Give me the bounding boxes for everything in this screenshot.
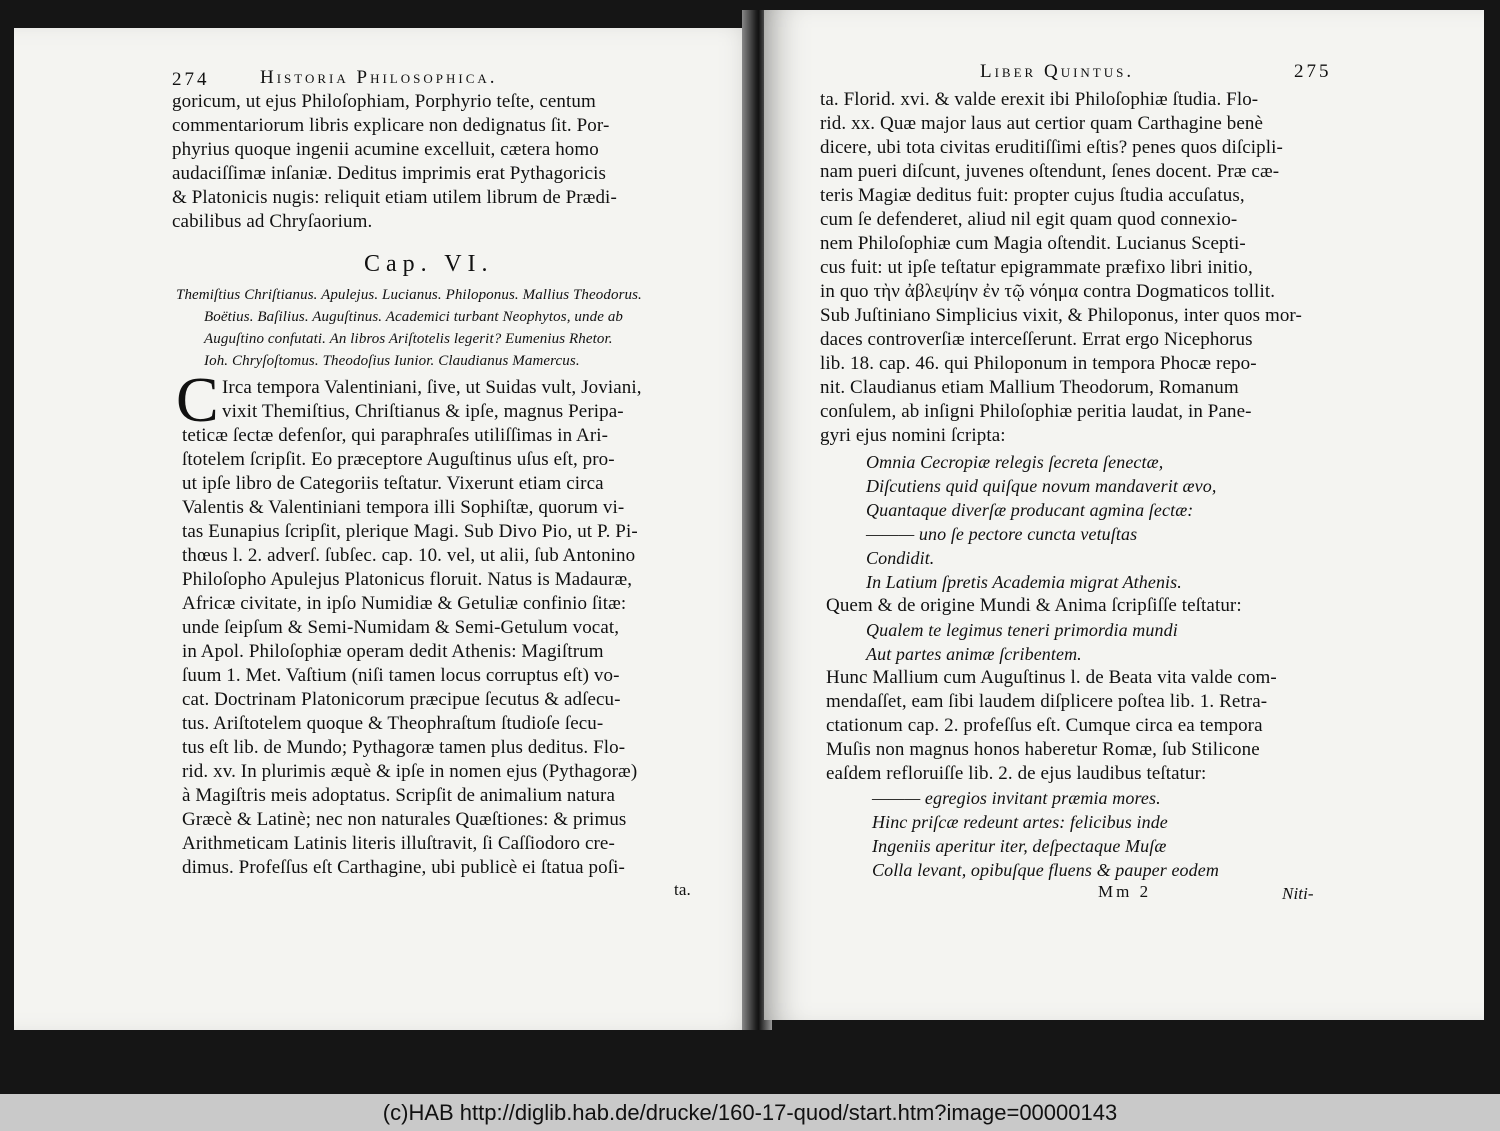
copyright-url-text: (c)HAB http://diglib.hab.de/drucke/160-17-quod/start.htm?image=00000143 (382, 1100, 1118, 1125)
summary-line: Auguſtino confutati. An libros Ariſtotelis legerit? Eumenius Rhetor. (204, 331, 613, 347)
verse-line: ——— egregios invitant præmia mores. (872, 788, 1161, 808)
text-line: teris Magiæ deditus fuit: propter cujus ſtudia accuſatus, (820, 185, 1245, 206)
text-line: Sub Juſtiniano Simplicius vixit, & Philoponus, inter quos mor- (820, 305, 1302, 326)
text-line: commentariorum libris explicare non dedignatus ſit. Por- (172, 115, 610, 136)
verse-line: In Latium ſpretis Academia migrat Athenis. (866, 572, 1182, 592)
text-line: cum ſe defenderet, aliud nil egit quam quod connexio- (820, 209, 1238, 230)
summary-line: Ioh. Chryſoſtomus. Theodoſius Iunior. Claudianus Mamercus. (204, 353, 580, 369)
text-line: nit. Claudianus etiam Mallium Theodorum, Romanum (820, 377, 1239, 398)
text-line: in Apol. Philoſophiæ operam dedit Athenis: Magiſtrum (182, 641, 604, 662)
verse-line: Omnia Cecropiæ relegis ſecreta ſenectæ, (866, 452, 1164, 472)
text-line: Hunc Mallium cum Auguſtinus l. de Beata vita valde com- (826, 667, 1277, 688)
left-catchword: ta. (674, 880, 691, 899)
text-line: rid. xx. Quæ major laus aut certior quam Carthagine benè (820, 113, 1263, 134)
text-line: Græcè & Latinè; nec non naturales Quæſtiones: & primus (182, 809, 627, 830)
text-line: lib. 18. cap. 46. qui Philoponum in tempora Phocæ repo- (820, 353, 1257, 374)
text-line: Muſis non magnus honos haberetur Romæ, ſub Stilicone (826, 739, 1260, 760)
verse-line: Diſcutiens quid quiſque novum mandaverit ævo, (866, 476, 1217, 496)
text-line: audaciſſimæ inſaniæ. Deditus imprimis erat Pythagoricis (172, 163, 606, 184)
text-line: Africæ civitate, in ipſo Numidiæ & Getuliæ confinio ſitæ: (182, 593, 627, 614)
signature-mark: Mm 2 (1098, 882, 1152, 901)
text-line: cus fuit: ut ipſe teſtatur epigrammate præfixo libri initio, (820, 257, 1253, 278)
summary-line: Boëtius. Baſilius. Auguſtinus. Academici turbant Neophytos, unde ab (204, 309, 624, 325)
text-line: vixit Themiſtius, Chriſtianus & ipſe, magnus Peripa- (222, 401, 624, 422)
right-running-title: Liber Quintus. (980, 61, 1135, 82)
text-line: cat. Doctrinam Platonicorum præcipue ſecutus & adſecu- (182, 689, 621, 710)
verse-line: Quantaque diverſæ producant agmina ſectæ: (866, 500, 1194, 520)
text-line: nam pueri diſcunt, juvenes oſtendunt, ſenes docent. Præ cæ- (820, 161, 1280, 182)
text-line: gyri ejus nomini ſcripta: (820, 425, 1006, 446)
text-line: ut ipſe libro de Categoriis teſtatur. Vixerunt etiam circa (182, 473, 604, 494)
left-running-title: Historia Philosophica. (260, 67, 498, 88)
text-line: in quo τὴν ἀβλεψίην ἐν τῷ νόημα contra Dogmaticos tollit. (820, 281, 1276, 302)
text-line: nem Philoſophiæ cum Magia oſtendit. Lucianus Scepti- (820, 233, 1246, 254)
text-line: dimus. Profeſſus eſt Carthagine, ubi publicè ei ſtatua poſi- (182, 857, 625, 878)
text-line: daces controverſiæ interceſſerunt. Errat ergo Nicephorus (820, 329, 1253, 350)
text-line: Quem & de origine Mundi & Anima ſcripſiſſe teſtatur: (826, 595, 1242, 616)
chapter-title: Cap. VI. (364, 251, 494, 277)
copyright-footer (0, 1094, 1500, 1131)
text-line: goricum, ut ejus Philoſophiam, Porphyrio teſte, centum (172, 91, 596, 112)
text-line: ſuum 1. Met. Vaſtium (niſi tamen locus corruptus eſt) vo- (182, 665, 620, 686)
text-line: ctationum cap. 2. profeſſus eſt. Cumque circa ea tempora (826, 715, 1263, 736)
verse-line: ——— uno ſe pectore cuncta vetuſtas (866, 524, 1138, 544)
text-line: ta. Florid. xvi. & valde erexit ibi Philoſophiæ ſtudia. Flo- (820, 89, 1259, 110)
text-line: à Magiſtris meis adoptatus. Scripſit de animalium natura (182, 785, 616, 806)
verse-line: Qualem te legimus teneri primordia mundi (866, 620, 1178, 640)
right-page (764, 10, 1484, 1020)
drop-cap: C (176, 364, 219, 435)
text-line: Valentis & Valentiniani tempora illi Sophiſtæ, quorum vi- (182, 497, 625, 518)
text-line: Irca tempora Valentiniani, ſive, ut Suidas vult, Joviani, (222, 377, 642, 398)
verse-line: Colla levant, opibuſque fluens & pauper eodem (872, 860, 1219, 880)
text-line: tus eſt lib. de Mundo; Pythagoræ tamen plus deditus. Flo- (182, 737, 626, 758)
left-page (14, 28, 766, 1030)
text-line: cabilibus ad Chryſaorium. (172, 211, 373, 232)
right-catchword: Niti- (1282, 884, 1314, 903)
text-line: & Platonicis nugis: reliquit etiam utilem librum de Prædi- (172, 187, 617, 208)
verse-line: Condidit. (866, 548, 935, 568)
text-line: teticæ ſectæ defenſor, qui paraphraſes utiliſſimas in Ari- (182, 425, 609, 446)
text-line: rid. xv. In plurimis æquè & ipſe in nomen ejus (Pythagoræ) (182, 761, 638, 782)
verse-line: Hinc priſcæ redeunt artes: felicibus inde (872, 812, 1168, 832)
text-line: dicere, ubi tota civitas eruditiſſimi eſtis? penes quos diſcipli- (820, 137, 1283, 158)
left-page-number: 274 (172, 69, 210, 90)
text-line: conſulem, ab inſigni Philoſophiæ peritia laudat, in Pane- (820, 401, 1252, 422)
text-line: ſtotelem ſcripſit. Eo præceptore Auguſtinus uſus eſt, pro- (182, 449, 615, 470)
verse-line: Aut partes animæ ſcribentem. (866, 644, 1082, 664)
text-line: tus. Ariſtotelem quoque & Theophraſtum ſtudioſe ſecu- (182, 713, 604, 734)
text-line: eaſdem refloruiſſe lib. 2. de ejus laudibus teſtatur: (826, 763, 1207, 784)
text-line: Arithmeticam Latinis literis illuſtravit, ſi Caſſiodoro cre- (182, 833, 615, 854)
text-line: Philoſopho Apulejus Platonicus floruit. Natus is Madauræ, (182, 569, 633, 590)
text-line: mendaſſet, eam ſibi laudem diſplicere poſtea lib. 1. Retra- (826, 691, 1268, 712)
text-line: thœus l. 2. adverſ. ſubſec. cap. 10. vel, ut alii, ſub Antonino (182, 545, 636, 566)
summary-line: Themiſtius Chriſtianus. Apulejus. Lucianus. Philoponus. Mallius Theodorus. (176, 287, 642, 303)
verse-line: Ingeniis aperitur iter, deſpectaque Muſæ (872, 836, 1167, 856)
text-line: unde ſeipſum & Semi-Numidam & Semi-Getulum vocat, (182, 617, 620, 638)
text-line: tas Eunapius ſcripſit, plerique Magi. Sub Divo Pio, ut P. Pi- (182, 521, 638, 542)
right-page-number: 275 (1294, 61, 1332, 82)
text-line: phyrius quoque ingenii acumine excelluit, cætera homo (172, 139, 599, 160)
